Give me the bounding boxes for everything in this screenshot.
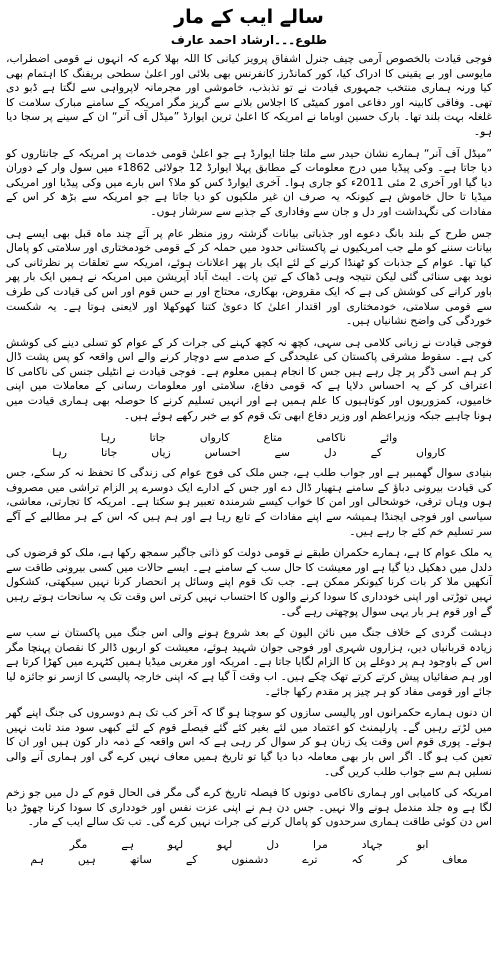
paragraph: جس طرح کے بلند بانگ دعوے اور جذباتی بیانات گزشتہ روز منظر عام پر آئے چند ماہ قبل بھی ایسے ہی بیانات سننے کو ملے جب امریکیوں نے پاکستانی حدود میں حملہ کر کے قومی خودمختاری اور سلامتی کو پامال کیا تھا۔ عوام کے جذبات کو ٹھنڈا کرنے کے لئے ایک بار پھر اعلانات ہوئے، امریکہ سے تعلقات پر نظرثانی کی نوید بھی سنائی گئی لیکن نتیجہ وہی ڈھاک کے تین پات۔ ایبٹ آباد آپریشن میں امریکہ نے ہمیں ایک بار پھر باور کرانے کی کوشش کی ہے کہ ایک مقروض، بھکاری، محتاج اور بے حس قوم اور اس کی قیادت کی طرف سے قومی سلامتی، خودمختاری اور اقتدار اعلیٰ کا دعویٰ کتنا کھوکھلا اور لایعنی ہوتا ہے۔ یہ شکست خوردگی کی واضح نشانیاں ہیں۔ [6,226,492,328]
verse-word: ترے [302,852,318,866]
article-body [6,52,492,867]
verse-word: ابو [416,837,429,851]
verse-word: جہاد [361,837,383,851]
verse-word: کارواں [199,431,230,445]
verse-word: معاف [442,852,468,866]
paragraph: فوجی قیادت نے زبانی کلامی ہی سہی، کچھ نہ کچھ کہنے کی جرات کر کے عوام کو تسلی دینے کی کوشش کی ہے۔ سقوط مشرقی پاکستان کی علیحدگی کے صدمے سے دوچار کرنے والے اس واقعہ کو پس پشت ڈال کر ہم اسی ڈگر پر چل رہے ہیں جس کا انجام ہمیں معلوم ہے۔ فوجی قیادت نے انٹیلی جنس کی ناکامی کا اعتراف کر کے یہ احساس دلایا ہے کہ قومی دفاع، سلامتی اور معلومات رسانی کے معاملات میں اپنی خامیوں، کمزوریوں اور کوتاہیوں کا علم ہمیں ہے اور انہیں تسلیم کرنے کا حوصلہ بھی ہماری قیادت میں ہونا چاہیے جبکہ وزیراعظم اور وزیر دفاع ابھی تک قوم کو بے خبر رکھے ہوئے ہیں۔ [6,335,492,422]
verse-couplet [6,430,492,460]
verse-word: کے [370,446,383,460]
verse-word: ہم [30,852,44,866]
verse-word: کہ [351,852,364,866]
verse-line [6,837,492,852]
verse-word: زیاں [151,446,171,460]
verse-word: احساس [204,446,241,460]
verse-word: مگر [69,837,88,851]
closing-verse [6,837,492,867]
verse-line [6,852,492,867]
verse-word: ہیں [77,852,96,866]
verse-word: جاتا [149,431,166,445]
verse-word: کر [397,852,409,866]
verse-word: کے [185,852,198,866]
verse-word: دل [323,446,337,460]
verse-word: رہا [52,446,68,460]
paragraph: یہ ملک عوام کا ہے، ہمارے حکمران طبقے نے قومی دولت کو ذاتی جاگیر سمجھ رکھا ہے، ملک کو قرضوں کی دلدل میں دھکیل دیا گیا ہے اور معیشت کا حال سب کے سامنے ہے۔ ایسے حالات میں کسی بیرونی طاقت سے آنکھیں ملا کر بات کرنا کیونکر ممکن ہے۔ جب تک قوم اپنے وسائل پر انحصار کرنا نہیں سیکھتی، کشکول نہیں توڑتی اور اپنی خودداری کا سودا کرنے والوں کا احتساب نہیں کرتی اس وقت تک یہ سانحات ہوتے رہیں گے اور قوم ہر بار یہی سوال پوچھتی رہے گی۔ [6,546,492,618]
verse-line [6,430,492,445]
paragraph: بنیادی سوال گھمبیر ہے اور جواب طلب ہے، جس ملک کی فوج عوام کی زندگی کا تحفظ نہ کر سکے، جس کی قیادت بیرونی دباؤ کے سامنے ہتھیار ڈال دے اور جس کے ادارے ایک دوسرے پر الزام تراشی میں مصروف ہوں وہاں ترقی، خوشحالی اور امن کا خواب کیسے شرمندہ تعبیر ہو سکتا ہے۔ امریکہ کا تجارتی، معاشی، سیاسی اور فوجی ایجنڈا ہمیشہ سے اپنے مفادات کے تابع رہا ہے اور ہم ہیں کہ اس کے ہر مطالبے کے آگے سر تسلیم خم کئے جا رہے ہیں۔ [6,466,492,538]
paragraph: ”میڈل آف آنر“ ہمارے نشان حیدر سے ملتا جلتا ایوارڈ ہے جو اعلیٰ قومی خدمات پر امریکہ کے جانثاروں کو دیا جاتا ہے۔ وکی پیڈیا میں درج معلومات کے مطابق پہلا ایوارڈ 12 جولائی 1862ء میں سول وار کے دوران دیا گیا اور آخری 2 مئی 2011ء کو جاری ہوا۔ آخری ایوارڈ کس کو ملا؟ اس بارے میں وکی پیڈیا اور امریکی میڈیا تا حال خاموش ہے کیونکہ یہ صرف ان غیر ملکیوں کو دیا جاتا ہے جو امریکہ سے بڑھ کر اس کے مفادات کی نگہداشت اور دل و جان سے وفاداری کے جذبے سے سرشار ہوں۔ [6,146,493,218]
article-title: سالے ایب کے مار [174,6,324,28]
verse-word: کارواں [416,446,446,460]
verse-word: ہے [121,837,134,851]
verse-word: ساتھ [129,852,152,866]
verse-word: دشمنوں [231,852,269,866]
verse-word: متاع [263,431,283,445]
article-byline: طلوع۔۔۔ارشاد احمد عارف [170,33,328,47]
paragraph: امریکہ کی کامیابی اور ہماری ناکامی دونوں کا فیصلہ تاریخ کرے گی مگر فی الحال قوم کے دل میں جو زخم لگا ہے وہ جلد مندمل ہونے والا نہیں۔ جس دن ہم نے اپنی عزت نفس اور خودداری کا سودا کرنا چھوڑ دیا اس دن کوئی طاقت ہماری سرحدوں کو پامال کرنے کی جرات نہیں کرے گی۔ تب تک سالے ایب کے مار۔ [6,786,492,829]
verse-word: رہا [100,431,116,445]
verse-word: جاتا [101,446,118,460]
verse-word: ناکامی [316,431,346,445]
verse-word: مرا [312,837,328,851]
verse-line [6,445,492,460]
paragraph: دہشت گردی کے خلاف جنگ میں نائن الیون کے بعد شروع ہونے والی اس جنگ میں پاکستان نے سب سے زیادہ قربانیاں دیں، ہزاروں شہری اور فوجی جوان شہید ہوئے، معیشت کو اربوں ڈالر کا نقصان پہنچا مگر اس کے باوجود ہم پر دوغلے پن کا الزام لگایا جاتا ہے۔ امریکہ اور مغربی میڈیا ہمیں کٹہرے میں کھڑا کرتا ہے اور ہم صفائیاں پیش کرتے کرتے تھک چکے ہیں۔ اب وقت آ گیا ہے کہ اپنی خارجہ پالیسی کا ازسر نو جائزہ لیا جائے اور قومی مفاد کو ہر چیز پر مقدم رکھا جائے۔ [6,626,492,698]
verse-word: لہو [217,837,233,851]
verse-word: لہو [167,837,184,851]
verse-word: دل [266,837,279,851]
paragraph: فوجی قیادت بالخصوص آرمی چیف جنرل اشفاق پرویز کیانی کا اللہ بھلا کرے کہ انہوں نے قومی اضطراب، مایوسی اور بے یقینی کا ادراک کیا، کور کمانڈرز کانفرنس بھی بلائی اور اعلیٰ سطحی بریفنگ کا اہتمام بھی کیا ورنہ ہماری منتخب جمہوری قیادت نے تو تذبذب، خاموشی اور مجرمانہ لاپرواہی سے لگتا ہے ڈبو دی تھی۔ وفاقی کابینہ اور دفاعی امور کمیٹی کا اجلاس بلانے سے گریز مگر امریکہ کے سامنے مبارک سلامت کا غلغلہ بہت بلند تھا۔ بارک حسین اوباما نے امریکہ کا اعلیٰ ترین ایوارڈ ”میڈل آف آنر“ ان کے سینے پر سجا دیا ہو۔ [6,52,492,138]
verse-word: سے [274,446,290,460]
verse-word: وائے [379,431,398,445]
paragraph: ان دنوں ہمارے حکمرانوں اور پالیسی سازوں کو سوچنا ہو گا کہ آخر کب تک ہم دوسروں کی جنگ اپنے گھر میں لڑتے رہیں گے۔ پارلیمنٹ کو اعتماد میں لئے بغیر کئے گئے فیصلے قوم کے لئے کبھی سود مند ثابت نہیں ہوئے۔ پوری قوم اس وقت یک زبان ہو کر سوال کر رہی ہے کہ اس واقعہ کے ذمہ دار کون ہیں اور ان کا تعین کب ہو گا۔ اگر اس بار بھی معاملہ دبا دیا گیا تو تاریخ ہمیں معاف نہیں کرے گی اور ہماری آنے والی نسلیں ہم سے جواب طلب کریں گی۔ [6,706,492,778]
